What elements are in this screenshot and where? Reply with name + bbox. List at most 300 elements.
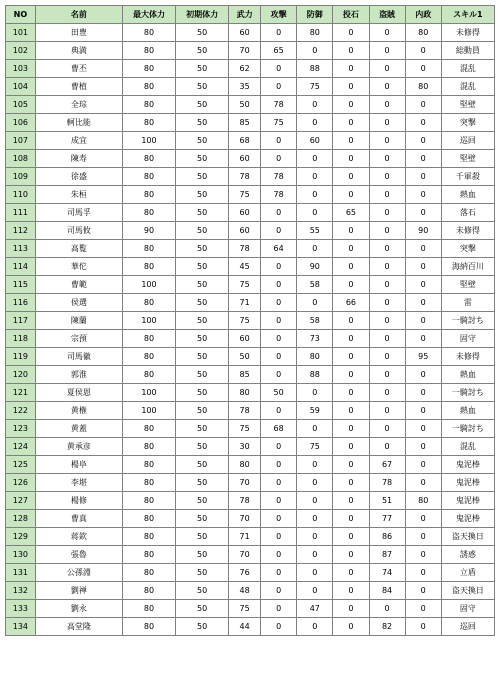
table-cell: 0 <box>405 564 441 582</box>
table-cell: 78 <box>261 186 297 204</box>
table-cell: 0 <box>333 258 369 276</box>
table-cell: 78 <box>369 474 405 492</box>
table-cell: 50 <box>176 600 229 618</box>
table-cell: 0 <box>261 564 297 582</box>
table-cell: 100 <box>122 402 175 420</box>
table-cell: 82 <box>369 618 405 636</box>
table-cell: 87 <box>369 546 405 564</box>
table-cell: 0 <box>333 42 369 60</box>
table-cell: 0 <box>369 330 405 348</box>
table-cell: 75 <box>229 186 261 204</box>
table-cell: 0 <box>333 384 369 402</box>
table-cell: 0 <box>405 582 441 600</box>
table-cell: 0 <box>369 366 405 384</box>
table-cell: 100 <box>122 132 175 150</box>
row-number-cell: 109 <box>6 168 36 186</box>
table-row <box>6 456 495 474</box>
table-cell: 62 <box>229 60 261 78</box>
column-header: NO <box>6 6 36 24</box>
table-cell: 劉禅 <box>35 582 122 600</box>
table-cell: 0 <box>261 294 297 312</box>
table-cell: 78 <box>229 240 261 258</box>
row-number-cell: 113 <box>6 240 36 258</box>
table-cell: 0 <box>333 438 369 456</box>
table-cell: 80 <box>122 528 175 546</box>
table-cell: 0 <box>333 168 369 186</box>
table-cell: 70 <box>229 510 261 528</box>
table-cell: 80 <box>122 618 175 636</box>
table-cell: 陳寿 <box>35 150 122 168</box>
table-cell: 0 <box>297 204 333 222</box>
table-cell: 0 <box>369 150 405 168</box>
table-cell: 0 <box>297 546 333 564</box>
table-cell: 50 <box>176 474 229 492</box>
column-header: 内政 <box>405 6 441 24</box>
table-cell: 0 <box>369 240 405 258</box>
table-cell: 80 <box>122 510 175 528</box>
table-cell: 堅壁 <box>441 276 494 294</box>
table-cell: 70 <box>229 474 261 492</box>
table-cell: 熱血 <box>441 366 494 384</box>
table-cell: 80 <box>405 78 441 96</box>
table-cell: 50 <box>176 24 229 42</box>
table-cell: 50 <box>176 114 229 132</box>
table-row <box>6 600 495 618</box>
table-cell: 宗預 <box>35 330 122 348</box>
table-cell: 0 <box>333 96 369 114</box>
table-cell: 86 <box>369 528 405 546</box>
table-cell: 50 <box>176 204 229 222</box>
table-cell: 0 <box>405 294 441 312</box>
table-cell: 50 <box>176 546 229 564</box>
table-cell: 黄権 <box>35 402 122 420</box>
table-cell: 100 <box>122 312 175 330</box>
table-cell: 黄蓋 <box>35 420 122 438</box>
table-cell: 全琮 <box>35 96 122 114</box>
table-cell: 0 <box>297 186 333 204</box>
table-cell: 0 <box>405 96 441 114</box>
column-header: スキル1 <box>441 6 494 24</box>
table-cell: 0 <box>297 420 333 438</box>
table-cell: 50 <box>176 348 229 366</box>
table-cell: 0 <box>333 492 369 510</box>
table-cell: 50 <box>176 384 229 402</box>
table-cell: 80 <box>405 24 441 42</box>
table-cell: 73 <box>297 330 333 348</box>
table-cell: 0 <box>405 366 441 384</box>
table-cell: 0 <box>261 24 297 42</box>
table-row <box>6 510 495 528</box>
table-cell: 78 <box>229 402 261 420</box>
table-cell: 58 <box>297 312 333 330</box>
table-cell: 楊阜 <box>35 456 122 474</box>
table-cell: 0 <box>261 78 297 96</box>
row-number-cell: 110 <box>6 186 36 204</box>
table-cell: 0 <box>297 96 333 114</box>
table-cell: 0 <box>333 186 369 204</box>
table-cell: 80 <box>122 114 175 132</box>
table-cell: 50 <box>176 510 229 528</box>
table-cell: 80 <box>122 348 175 366</box>
table-cell: 50 <box>176 96 229 114</box>
table-cell: 0 <box>297 492 333 510</box>
table-cell: 65 <box>261 42 297 60</box>
table-cell: 78 <box>261 96 297 114</box>
table-row <box>6 402 495 420</box>
table-cell: 司馬孚 <box>35 204 122 222</box>
table-cell: 71 <box>229 528 261 546</box>
table-cell: 50 <box>176 420 229 438</box>
table-row <box>6 168 495 186</box>
table-cell: 47 <box>297 600 333 618</box>
table-cell: 誘惑 <box>441 546 494 564</box>
table-cell: 0 <box>405 474 441 492</box>
row-number-cell: 115 <box>6 276 36 294</box>
table-cell: 鬼泥棒 <box>441 492 494 510</box>
table-cell: 徐盛 <box>35 168 122 186</box>
table-cell: 44 <box>229 618 261 636</box>
table-cell: 0 <box>333 600 369 618</box>
table-cell: 0 <box>369 384 405 402</box>
row-number-cell: 127 <box>6 492 36 510</box>
table-cell: 80 <box>122 96 175 114</box>
table-cell: 75 <box>229 600 261 618</box>
table-cell: 80 <box>122 294 175 312</box>
table-cell: 0 <box>333 618 369 636</box>
table-row <box>6 438 495 456</box>
table-row <box>6 96 495 114</box>
table-cell: 60 <box>229 330 261 348</box>
table-cell: 0 <box>297 528 333 546</box>
table-row <box>6 348 495 366</box>
table-cell: 0 <box>333 312 369 330</box>
table-cell: 75 <box>297 78 333 96</box>
table-cell: 0 <box>297 168 333 186</box>
table-cell: 80 <box>122 474 175 492</box>
table-cell: 85 <box>229 366 261 384</box>
table-cell: 80 <box>122 150 175 168</box>
table-cell: 95 <box>405 348 441 366</box>
table-cell: 0 <box>297 618 333 636</box>
row-number-cell: 133 <box>6 600 36 618</box>
table-cell: 鬼泥棒 <box>441 456 494 474</box>
table-row <box>6 492 495 510</box>
table-cell: 0 <box>333 456 369 474</box>
table-cell: 0 <box>369 276 405 294</box>
row-number-cell: 120 <box>6 366 36 384</box>
table-cell: 0 <box>405 186 441 204</box>
table-cell: 50 <box>176 366 229 384</box>
table-cell: 58 <box>297 276 333 294</box>
table-cell: 未修得 <box>441 222 494 240</box>
table-cell: 45 <box>229 258 261 276</box>
table-cell: 0 <box>333 474 369 492</box>
row-number-cell: 105 <box>6 96 36 114</box>
row-number-cell: 107 <box>6 132 36 150</box>
table-cell: 0 <box>369 312 405 330</box>
table-cell: 李堪 <box>35 474 122 492</box>
table-cell: 0 <box>261 60 297 78</box>
table-cell: 0 <box>297 150 333 168</box>
table-cell: 盗天換日 <box>441 528 494 546</box>
column-header: 投石 <box>333 6 369 24</box>
table-cell: 0 <box>297 582 333 600</box>
row-number-cell: 118 <box>6 330 36 348</box>
row-number-cell: 121 <box>6 384 36 402</box>
table-cell: 50 <box>176 168 229 186</box>
table-cell: 0 <box>369 438 405 456</box>
table-cell: 80 <box>122 60 175 78</box>
table-cell: 0 <box>333 582 369 600</box>
table-cell: 88 <box>297 366 333 384</box>
table-cell: 堅壁 <box>441 96 494 114</box>
row-number-cell: 123 <box>6 420 36 438</box>
table-cell: 突撃 <box>441 240 494 258</box>
table-cell: 0 <box>297 294 333 312</box>
table-cell: 0 <box>297 456 333 474</box>
table-cell: 0 <box>333 528 369 546</box>
row-number-cell: 101 <box>6 24 36 42</box>
table-cell: 0 <box>405 384 441 402</box>
row-number-cell: 134 <box>6 618 36 636</box>
row-number-cell: 111 <box>6 204 36 222</box>
table-cell: 0 <box>333 402 369 420</box>
table-cell: 0 <box>261 204 297 222</box>
table-cell: 50 <box>176 222 229 240</box>
table-cell: 78 <box>229 492 261 510</box>
table-cell: 50 <box>176 438 229 456</box>
table-cell: 未修得 <box>441 24 494 42</box>
table-cell: 高堂隆 <box>35 618 122 636</box>
table-cell: 50 <box>261 384 297 402</box>
row-number-cell: 117 <box>6 312 36 330</box>
table-cell: 陳蘭 <box>35 312 122 330</box>
table-cell: 0 <box>405 402 441 420</box>
table-cell: 0 <box>405 510 441 528</box>
table-cell: 0 <box>261 582 297 600</box>
table-cell: 0 <box>333 420 369 438</box>
row-number-cell: 108 <box>6 150 36 168</box>
table-cell: 80 <box>122 330 175 348</box>
table-cell: 71 <box>229 294 261 312</box>
column-header: 最大体力 <box>122 6 175 24</box>
table-cell: 曹植 <box>35 78 122 96</box>
table-cell: 0 <box>261 402 297 420</box>
table-wrapper <box>5 5 495 636</box>
table-cell: 曹真 <box>35 510 122 528</box>
table-cell: 0 <box>297 474 333 492</box>
table-row <box>6 150 495 168</box>
table-cell: 75 <box>297 438 333 456</box>
table-row <box>6 384 495 402</box>
table-cell: 曹範 <box>35 276 122 294</box>
row-number-cell: 104 <box>6 78 36 96</box>
table-cell: 0 <box>261 474 297 492</box>
table-cell: 0 <box>369 168 405 186</box>
table-cell: 50 <box>176 150 229 168</box>
table-cell: 司馬徽 <box>35 348 122 366</box>
table-cell: 80 <box>122 600 175 618</box>
table-cell: 80 <box>122 240 175 258</box>
table-cell: 66 <box>333 294 369 312</box>
table-cell: 0 <box>261 492 297 510</box>
table-row <box>6 132 495 150</box>
table-cell: 雷 <box>441 294 494 312</box>
table-cell: 0 <box>405 600 441 618</box>
table-cell: 50 <box>176 402 229 420</box>
table-cell: 一騎討ち <box>441 420 494 438</box>
table-cell: 80 <box>122 168 175 186</box>
table-cell: 0 <box>333 240 369 258</box>
table-cell: 51 <box>369 492 405 510</box>
table-cell: 80 <box>122 456 175 474</box>
row-number-cell: 124 <box>6 438 36 456</box>
table-cell: 0 <box>261 600 297 618</box>
table-cell: 0 <box>297 114 333 132</box>
table-cell: 90 <box>122 222 175 240</box>
table-cell: 0 <box>405 546 441 564</box>
table-cell: 0 <box>405 276 441 294</box>
table-cell: 80 <box>122 186 175 204</box>
table-cell: 混乱 <box>441 60 494 78</box>
table-cell: 侯選 <box>35 294 122 312</box>
table-cell: 0 <box>297 42 333 60</box>
table-cell: 熱血 <box>441 402 494 420</box>
table-cell: 0 <box>261 348 297 366</box>
table-cell: 50 <box>176 492 229 510</box>
table-cell: 0 <box>333 366 369 384</box>
table-cell: 0 <box>405 240 441 258</box>
table-cell: 0 <box>333 276 369 294</box>
table-cell: 0 <box>369 600 405 618</box>
table-cell: 0 <box>333 78 369 96</box>
table-cell: 0 <box>333 510 369 528</box>
table-cell: 0 <box>405 150 441 168</box>
table-row <box>6 204 495 222</box>
table-cell: 80 <box>122 438 175 456</box>
table-cell: 0 <box>369 186 405 204</box>
table-cell: 50 <box>176 60 229 78</box>
column-header: 初期体力 <box>176 6 229 24</box>
table-cell: 0 <box>261 456 297 474</box>
table-cell: 成宜 <box>35 132 122 150</box>
table-cell: 80 <box>122 42 175 60</box>
column-header: 名前 <box>35 6 122 24</box>
table-row <box>6 60 495 78</box>
row-number-cell: 130 <box>6 546 36 564</box>
table-cell: 0 <box>261 546 297 564</box>
table-cell: 0 <box>405 114 441 132</box>
table-cell: 50 <box>176 564 229 582</box>
table-cell: 70 <box>229 42 261 60</box>
table-cell: 68 <box>229 132 261 150</box>
table-cell: 0 <box>333 564 369 582</box>
table-cell: 郭淮 <box>35 366 122 384</box>
table-cell: 48 <box>229 582 261 600</box>
table-cell: 0 <box>369 222 405 240</box>
table-cell: 50 <box>176 186 229 204</box>
column-header: 盗賊 <box>369 6 405 24</box>
table-row <box>6 240 495 258</box>
table-cell: 80 <box>122 546 175 564</box>
table-cell: 76 <box>229 564 261 582</box>
table-cell: 80 <box>297 348 333 366</box>
table-cell: 0 <box>333 546 369 564</box>
row-number-cell: 114 <box>6 258 36 276</box>
table-cell: 鬼泥棒 <box>441 510 494 528</box>
table-cell: 84 <box>369 582 405 600</box>
table-row <box>6 114 495 132</box>
table-cell: 0 <box>333 222 369 240</box>
table-cell: 50 <box>176 312 229 330</box>
table-cell: 64 <box>261 240 297 258</box>
table-cell: 0 <box>405 312 441 330</box>
table-row <box>6 42 495 60</box>
table-cell: 0 <box>333 150 369 168</box>
row-number-cell: 119 <box>6 348 36 366</box>
table-cell: 立盾 <box>441 564 494 582</box>
table-cell: 0 <box>369 24 405 42</box>
table-cell: 軻比能 <box>35 114 122 132</box>
table-cell: 0 <box>297 564 333 582</box>
table-row <box>6 276 495 294</box>
table-cell: 50 <box>176 78 229 96</box>
table-cell: 混乱 <box>441 78 494 96</box>
header-row <box>6 6 495 24</box>
table-cell: 0 <box>261 132 297 150</box>
table-cell: 80 <box>297 24 333 42</box>
table-cell: 0 <box>333 132 369 150</box>
table-cell: 熱血 <box>441 186 494 204</box>
table-cell: 0 <box>333 60 369 78</box>
row-number-cell: 102 <box>6 42 36 60</box>
row-number-cell: 128 <box>6 510 36 528</box>
table-cell: 0 <box>405 60 441 78</box>
table-cell: 鬼泥棒 <box>441 474 494 492</box>
row-number-cell: 103 <box>6 60 36 78</box>
table-cell: 35 <box>229 78 261 96</box>
table-cell: 0 <box>261 276 297 294</box>
table-cell: 68 <box>261 420 297 438</box>
table-cell: 50 <box>176 240 229 258</box>
table-cell: 0 <box>369 204 405 222</box>
table-cell: 65 <box>333 204 369 222</box>
table-cell: 0 <box>261 222 297 240</box>
table-cell: 80 <box>229 456 261 474</box>
table-row <box>6 78 495 96</box>
table-cell: 夏侯恩 <box>35 384 122 402</box>
table-cell: 0 <box>369 294 405 312</box>
table-cell: 突撃 <box>441 114 494 132</box>
table-cell: 0 <box>297 384 333 402</box>
table-cell: 30 <box>229 438 261 456</box>
table-cell: 50 <box>176 330 229 348</box>
table-cell: 80 <box>122 582 175 600</box>
table-cell: 0 <box>405 168 441 186</box>
table-cell: 高覧 <box>35 240 122 258</box>
table-cell: 張魯 <box>35 546 122 564</box>
table-cell: 50 <box>176 42 229 60</box>
table-cell: 0 <box>333 348 369 366</box>
table-cell: 0 <box>369 114 405 132</box>
table-cell: 0 <box>297 240 333 258</box>
table-cell: 未修得 <box>441 348 494 366</box>
table-cell: 90 <box>297 258 333 276</box>
table-cell: 0 <box>333 330 369 348</box>
table-cell: 80 <box>122 78 175 96</box>
table-cell: 典満 <box>35 42 122 60</box>
table-cell: 75 <box>229 276 261 294</box>
